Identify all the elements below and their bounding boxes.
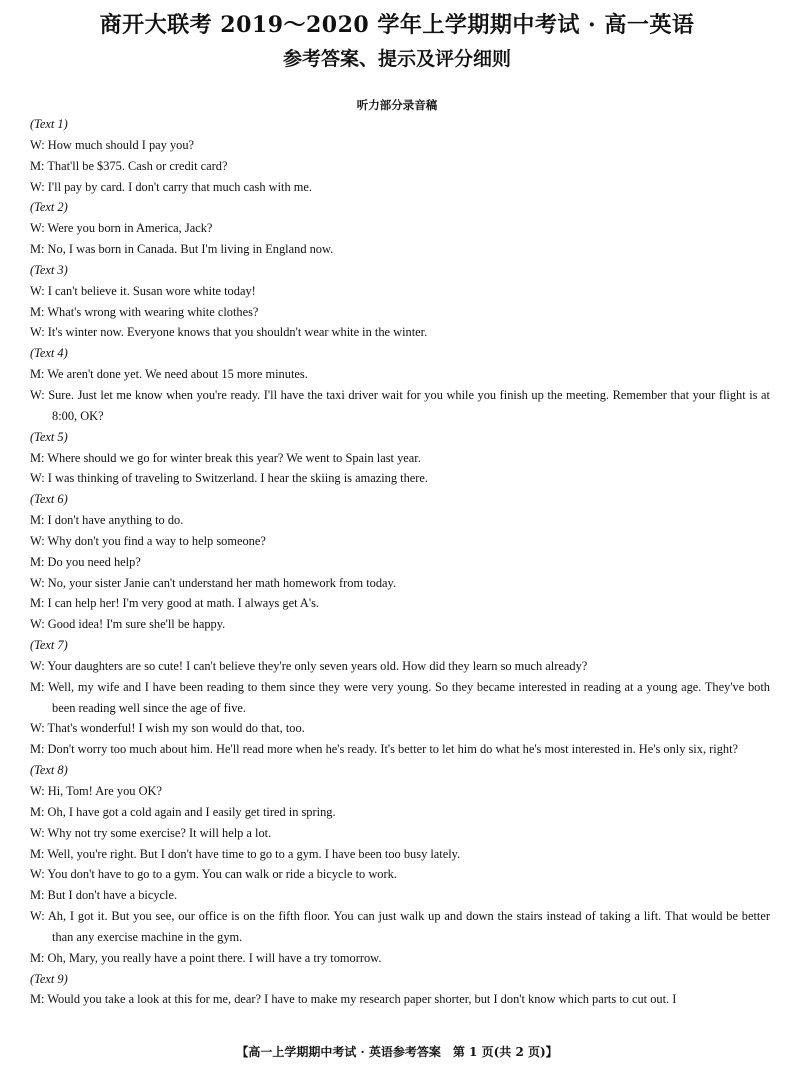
dialogue-line: W: Good idea! I'm sure she'll be happy.	[30, 617, 226, 632]
text-number-label: (Text 8)	[30, 763, 68, 778]
dialogue-line: W: No, your sister Janie can't understand her math homework from today.	[30, 575, 397, 590]
dialogue-line: M: Do you need help?	[30, 554, 141, 569]
dialogue-line: W: You don't have to go to a gym. You can walk or ride a bicycle to work.	[30, 867, 397, 882]
dialogue-line: M: That'll be $375. Cash or credit card?	[30, 158, 228, 173]
dialogue-line: M: Don't worry too much about him. He'll read more when he's ready. It's better to let him do what he's most interested in. He's only six, right?	[30, 742, 739, 757]
dialogue-line: W: Were you born in America, Jack?	[30, 221, 213, 236]
listening-transcript	[30, 114, 770, 1010]
dialogue-line: M: No, I was born in Canada. But I'm living in England now.	[30, 242, 334, 257]
dialogue-line: W: I'll pay by card. I don't carry that much cash with me.	[30, 179, 313, 194]
text-number-label: (Text 6)	[30, 492, 68, 507]
dialogue-line: W: Ah, I got it. But you see, our office is on the fifth floor. You can just walk up and down the stairs instead of taking a lift. That would be better than any exercise machine in the gym.	[30, 909, 770, 944]
dialogue-line: W: Why not try some exercise? It will help a lot.	[30, 825, 272, 840]
dialogue-line: W: How much should I pay you?	[30, 137, 195, 152]
dialogue-line: M: Would you take a look at this for me, dear? I have to make my research paper shorter, but I don't know which parts to cut out. I	[30, 992, 677, 1007]
dialogue-line: M: But I don't have a bicycle.	[30, 888, 178, 903]
dialogue-line: W: It's winter now. Everyone knows that you shouldn't wear white in the winter.	[30, 325, 428, 340]
dialogue-line: W: Why don't you find a way to help someone?	[30, 533, 266, 548]
dialogue-line: M: Oh, Mary, you really have a point there. I will have a try tomorrow.	[30, 950, 382, 965]
text-number-label: (Text 7)	[30, 638, 68, 653]
text-number-label: (Text 5)	[30, 429, 68, 444]
page-footer: 【高一上学期期中考试 · 英语参考答案 第 1 页(共 2 页)】	[236, 1045, 558, 1059]
dialogue-line: W: Sure. Just let me know when you're ready. I'll have the taxi driver wait for you while you finish up the meeting. Remember that your flight is at 8:00, OK?	[30, 387, 770, 423]
dialogue-line: W: Hi, Tom! Are you OK?	[30, 784, 162, 798]
dialogue-line: M: Oh, I have got a cold again and I easily get tired in spring.	[30, 804, 336, 819]
dialogue-line: W: I was thinking of traveling to Switzerland. I hear the skiing is amazing there.	[30, 471, 428, 486]
dialogue-line: W: I can't believe it. Susan wore white today!	[30, 283, 256, 298]
dialogue-line: M: I can help her! I'm very good at math. I always get A's.	[30, 596, 320, 611]
dialogue-line: M: We aren't done yet. We need about 15 more minutes.	[30, 367, 308, 382]
text-number-label: (Text 3)	[30, 262, 68, 277]
document-title: 商开大联考 2019～2020 学年上学期期中考试 · 高一英语	[99, 12, 695, 38]
dialogue-line: W: That's wonderful! I wish my son would do that, too.	[30, 721, 305, 736]
listening-transcript-heading: 听力部分录音稿	[356, 98, 438, 112]
dialogue-line: W: Your daughters are so cute! I can't believe they're only seven years old. How did they learn so much already?	[30, 658, 588, 673]
text-number-label: (Text 2)	[30, 200, 68, 215]
dialogue-line: M: Where should we go for winter break this year? We went to Spain last year.	[30, 450, 421, 465]
text-number-label: (Text 4)	[30, 346, 68, 361]
document-subtitle: 参考答案、提示及评分细则	[282, 48, 511, 70]
dialogue-line: M: What's wrong with wearing white clothes?	[30, 304, 259, 319]
dialogue-line: M: I don't have anything to do.	[30, 513, 184, 528]
dialogue-line: M: Well, my wife and I have been reading to them since they were very young. So they became interested in reading at a young age. They've both been reading well since the age of five.	[30, 679, 770, 715]
text-number-label: (Text 9)	[30, 971, 68, 986]
text-number-label: (Text 1)	[30, 117, 68, 131]
dialogue-line: M: Well, you're right. But I don't have time to go to a gym. I have been too busy lately.	[30, 846, 461, 861]
